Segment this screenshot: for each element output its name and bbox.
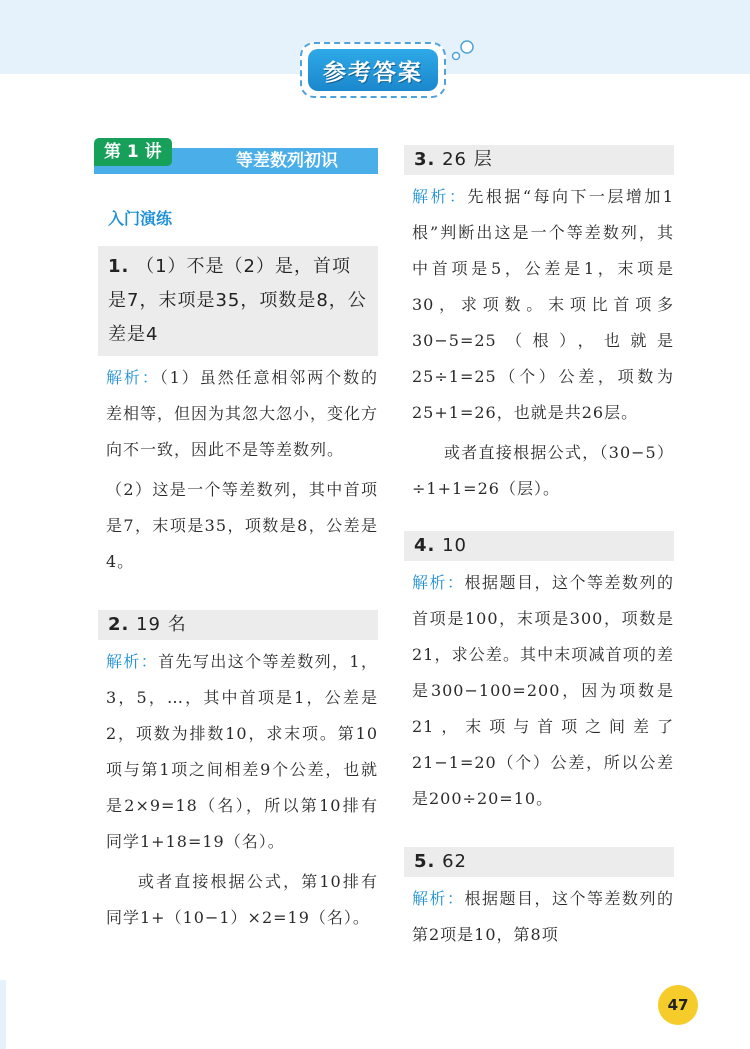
explanation-4 <box>404 565 674 817</box>
explanation-5 <box>404 881 674 953</box>
explanation-text: 根据题目，这个等差数列的第2项是10，第8项 <box>412 889 674 944</box>
answer-box-5 <box>404 847 674 877</box>
explanation-label: 解析： <box>106 368 160 387</box>
explanation-label: 解析： <box>106 652 159 671</box>
section-title: 入门演练 <box>108 209 173 228</box>
explanation-2b: 或者直接根据公式，第10排有同学1+（10−1）×2=19（名）。 <box>106 872 378 927</box>
bubble-decoration-icon <box>448 36 478 66</box>
answer-number: 4. <box>414 535 436 556</box>
explanation-label: 解析： <box>412 187 468 206</box>
answer-number: 1. <box>108 256 130 277</box>
page-number: 47 <box>658 985 698 1025</box>
explanation-2a <box>98 644 378 860</box>
answer-number: 2. <box>108 614 130 635</box>
answer-text: 26 层 <box>442 149 493 170</box>
explanation-text: 首先写出这个等差数列，1，3，5，…，其中首项是1，公差是2，项数为排数10，求末项。第10项与第1项之间相差9个公差，也就是2×9=18（名），所以第10排有同学1+18=19（名）。 <box>106 652 378 851</box>
answer-box-4 <box>404 531 674 561</box>
answers-title-badge <box>300 42 446 98</box>
answer-box-1 <box>98 246 378 356</box>
page-title: 参考答案 <box>308 49 438 91</box>
answer-text: 19 名 <box>136 614 187 635</box>
explanation-1a <box>98 360 378 468</box>
answer-text: 62 <box>442 851 468 872</box>
answer-text: （1）不是（2）是，首项是7，末项是35，项数是8，公差是4 <box>108 256 367 345</box>
explanation-label: 解析： <box>412 889 465 908</box>
answer-box-2 <box>98 610 378 640</box>
lesson-title: 等差数列初识 <box>94 148 378 174</box>
explanation-3a <box>404 179 674 431</box>
answer-text: 10 <box>442 535 468 556</box>
left-column <box>98 138 378 936</box>
lesson-number-tag: 第 1 讲 <box>94 138 172 166</box>
explanation-3b: 或者直接根据公式，（30−5）÷1+1=26（层）。 <box>412 443 674 498</box>
explanation-text: 先根据“每向下一层增加1根”判断出这是一个等差数列，其中首项是5，公差是1，末项是30，求项数。末项比首项多30−5=25（根），也就是25÷1=25（个）公差，项数为25+1=26，也就是共26层。 <box>412 187 674 422</box>
page-edge-decoration <box>0 980 6 1049</box>
explanation-1b: （2）这是一个等差数列，其中首项是7，末项是35，项数是8，公差是4。 <box>106 480 378 571</box>
explanation-text: （1）虽然任意相邻两个数的差相等，但因为其忽大忽小，变化方向不一致，因此不是等差数列。 <box>106 368 379 459</box>
answer-number: 3. <box>414 149 436 170</box>
explanation-label: 解析： <box>412 573 465 592</box>
answer-box-3 <box>404 145 674 175</box>
lesson-header <box>94 138 378 176</box>
explanation-text: 根据题目，这个等差数列的首项是100，末项是300，项数是21，求公差。其中末项减首项的差是300−100=200，因为项数是21，末项与首项之间差了21−1=20（个）公差，所以公差是200÷20=10。 <box>412 573 674 808</box>
answer-number: 5. <box>414 851 436 872</box>
right-column <box>404 145 674 953</box>
